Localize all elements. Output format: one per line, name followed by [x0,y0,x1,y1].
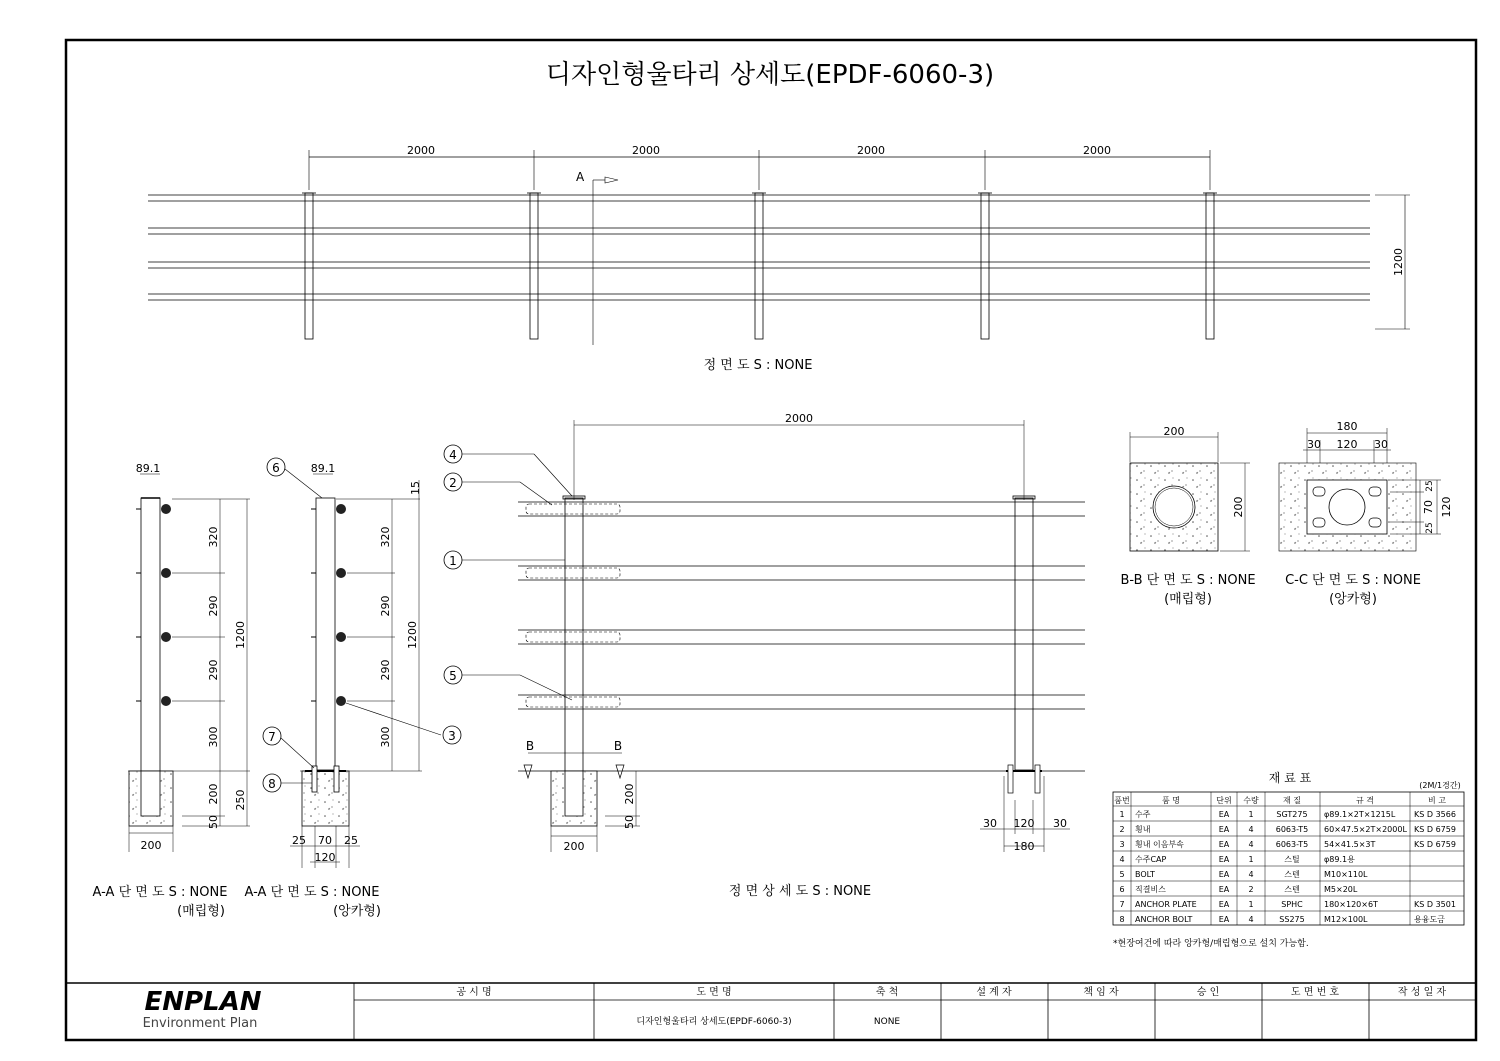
front-height-dim: 1200 [1392,248,1405,276]
material-cell: EA [1218,870,1230,879]
material-cell: 7 [1119,900,1125,909]
cc-caption: C-C 단 면 도 S : NONE [1285,573,1421,588]
front-view-caption: 정 면 도 S : NONE [703,358,813,373]
aa1-spacing-2: 290 [207,595,220,617]
cc-width-30a: 30 [1307,438,1321,451]
material-cell: M5×20L [1324,885,1358,894]
material-cell: KS D 3566 [1414,810,1456,819]
material-cell: φ89.1용 [1324,855,1355,864]
material-cell: φ89.1×2T×1215L [1324,810,1396,819]
aa1-subcaption: (매립형) [177,904,225,919]
material-cell: 수주 [1135,810,1151,819]
detail-footing-200: 200 [623,783,636,805]
material-header-cell: 품 명 [1162,796,1180,805]
material-cell: EA [1218,825,1230,834]
aa1-spacing-3: 290 [207,659,220,681]
material-cell: 직결비스 [1135,885,1166,894]
material-cell: 6 [1119,885,1125,894]
material-cell: 1 [1248,810,1254,819]
front-span-dim-1: 2000 [407,144,435,157]
aa2-spacing-3: 290 [379,659,392,681]
tb-scale: NONE [873,1017,901,1027]
tb-header-responsible: 책 임 자 [1083,987,1119,998]
front-view [148,144,1410,373]
cc-height-25a: 25 [1425,480,1435,492]
svg-text:3: 3 [448,729,456,743]
material-header-cell: 수량 [1243,796,1259,805]
detail-base-total: 180 [1013,840,1035,853]
svg-text:7: 7 [268,730,276,744]
detail-base-120: 120 [1013,817,1035,830]
detail-caption: 정 면 상 세 도 S : NONE [728,884,872,899]
cc-width-120: 120 [1336,438,1358,451]
aa2-spacing-2: 290 [379,595,392,617]
material-cell: 6063-T5 [1275,825,1309,834]
detail-base-30a: 30 [983,817,997,830]
svg-text:6: 6 [272,461,280,475]
material-cell: 용융도금 [1414,915,1445,924]
material-cell: BOLT [1135,870,1155,879]
section-bb [1120,425,1255,607]
aa2-base-70: 70 [318,834,332,847]
material-cell: 스텐 [1284,870,1300,879]
material-cell: 수주CAP [1135,855,1167,864]
material-cell: 스틸 [1284,855,1300,864]
aa2-spacing-1: 320 [379,526,392,548]
svg-text:1: 1 [449,554,457,568]
tb-header-designer: 설 계 자 [976,987,1012,998]
svg-text:4: 4 [449,448,457,462]
aa2-total: 1200 [406,621,419,649]
tb-header-date: 작 성 일 자 [1397,987,1447,998]
aa2-post-dia: 89.1 [310,462,336,475]
material-header-cell: 비 고 [1428,796,1446,805]
aa1-total: 1200 [234,621,247,649]
material-cell: 4 [1119,855,1125,864]
material-cell: EA [1218,855,1230,864]
material-table-unit: (2M/1경간) [1419,781,1461,790]
aa2-caption: A-A 단 면 도 S : NONE [244,885,380,900]
cc-subcaption: (앙카형) [1329,592,1377,607]
aa1-footing-50: 50 [207,815,220,829]
section-b-marker-left: B [525,739,535,753]
material-cell: SGT275 [1276,810,1308,819]
material-cell: EA [1218,915,1230,924]
svg-text:8: 8 [268,777,276,791]
detail-base-30b: 30 [1053,817,1067,830]
aa2-top-gap: 15 [409,481,422,495]
material-cell: KS D 3501 [1414,900,1456,909]
material-cell: SPHC [1281,900,1303,909]
material-cell: EA [1218,840,1230,849]
material-cell: ANCHOR PLATE [1135,900,1197,909]
tb-header-drawing-name: 도 면 명 [696,987,732,998]
material-cell: EA [1218,885,1230,894]
material-cell: 4 [1248,840,1254,849]
material-table-title: 재 료 표 [1268,771,1312,785]
material-cell: 1 [1248,855,1254,864]
tb-header-drawing-no: 도 면 번 호 [1290,987,1340,998]
section-b-marker-right: B [613,739,623,753]
material-table-note: *현장여건에 따라 앙카형/매립형으로 설치 가능함. [1113,939,1309,949]
material-cell: EA [1218,810,1230,819]
material-cell: KS D 6759 [1414,825,1456,834]
cc-width-30b: 30 [1374,438,1388,451]
svg-text:2: 2 [449,476,457,490]
material-cell: M12×100L [1324,915,1368,924]
material-cell: 2 [1248,885,1254,894]
aa1-spacing-1: 320 [207,526,220,548]
tb-header-approval: 승 인 [1196,987,1220,998]
bb-width: 200 [1163,425,1185,438]
front-span-dim-3: 2000 [857,144,885,157]
tb-header-scale: 축 척 [875,987,899,998]
material-cell: 8 [1119,915,1125,924]
bb-subcaption: (매립형) [1164,592,1212,607]
material-header-cell: 재 질 [1283,796,1301,805]
bb-height: 200 [1232,496,1245,518]
section-cc [1279,420,1453,607]
bb-caption: B-B 단 면 도 S : NONE [1120,573,1256,588]
material-cell: SS275 [1279,915,1305,924]
material-cell: 5 [1119,870,1125,879]
front-span-dim-4: 2000 [1083,144,1111,157]
cc-height-70: 70 [1422,500,1435,514]
aa1-footing-total: 250 [234,789,247,811]
detail-footing-width: 200 [563,840,585,853]
aa1-post-dia: 89.1 [135,462,161,475]
material-cell: ANCHOR BOLT [1135,915,1193,924]
detail-footing-50: 50 [623,815,636,829]
material-cell: 54×41.5×3T [1324,840,1376,849]
material-cell: 1 [1248,900,1254,909]
material-cell: 4 [1248,915,1254,924]
section-a-marker: A [576,170,585,184]
aa1-footing-width: 200 [140,839,162,852]
drawing-title: 디자인형울타리 상세도(EPDF-6060-3) [545,60,995,90]
material-header-cell: 단위 [1216,796,1232,805]
title-block [143,983,1476,1040]
cc-width-total: 180 [1336,420,1358,433]
material-cell: 횡내 [1135,825,1151,834]
svg-text:5: 5 [449,669,457,683]
material-cell: 4 [1248,825,1254,834]
section-aa-buried [93,462,250,919]
material-cell: 스텐 [1284,885,1300,894]
aa2-base-25b: 25 [344,834,358,847]
material-cell: 2 [1119,825,1125,834]
section-aa-anchor [245,458,461,919]
material-header-cell: 품번 [1114,796,1130,805]
front-detail [444,412,1085,899]
material-cell: 4 [1248,870,1254,879]
aa1-caption: A-A 단 면 도 S : NONE [92,885,228,900]
detail-span-dim: 2000 [785,412,813,425]
material-cell: 180×120×6T [1324,900,1378,909]
aa2-base-total: 120 [314,851,336,864]
aa2-subcaption: (앙카형) [333,904,381,919]
material-cell: 횡내 이음부속 [1135,840,1184,849]
cc-height-25b: 25 [1425,522,1435,534]
aa2-spacing-4: 300 [379,726,392,748]
tb-drawing-name: 디자인형울타리 상세도(EPDF-6060-3) [636,1017,792,1027]
material-cell: EA [1218,900,1230,909]
company-logo-subtitle: Environment Plan [142,1016,258,1031]
material-cell: M10×110L [1324,870,1368,879]
cc-height-total: 120 [1440,496,1453,518]
material-cell: 60×47.5×2T×2000L [1324,825,1407,834]
aa1-spacing-4: 300 [207,726,220,748]
aa2-base-25a: 25 [292,834,306,847]
front-span-dim-2: 2000 [632,144,660,157]
material-cell: 3 [1119,840,1125,849]
material-cell: KS D 6759 [1414,840,1456,849]
aa1-footing-200: 200 [207,783,220,805]
material-table [1113,770,1464,949]
material-cell: 1 [1119,810,1125,819]
company-logo: ENPLAN [144,987,262,1017]
material-header-cell: 규 격 [1356,796,1374,805]
material-cell: 6063-T5 [1275,840,1309,849]
tb-header-project: 공 시 명 [456,987,492,998]
